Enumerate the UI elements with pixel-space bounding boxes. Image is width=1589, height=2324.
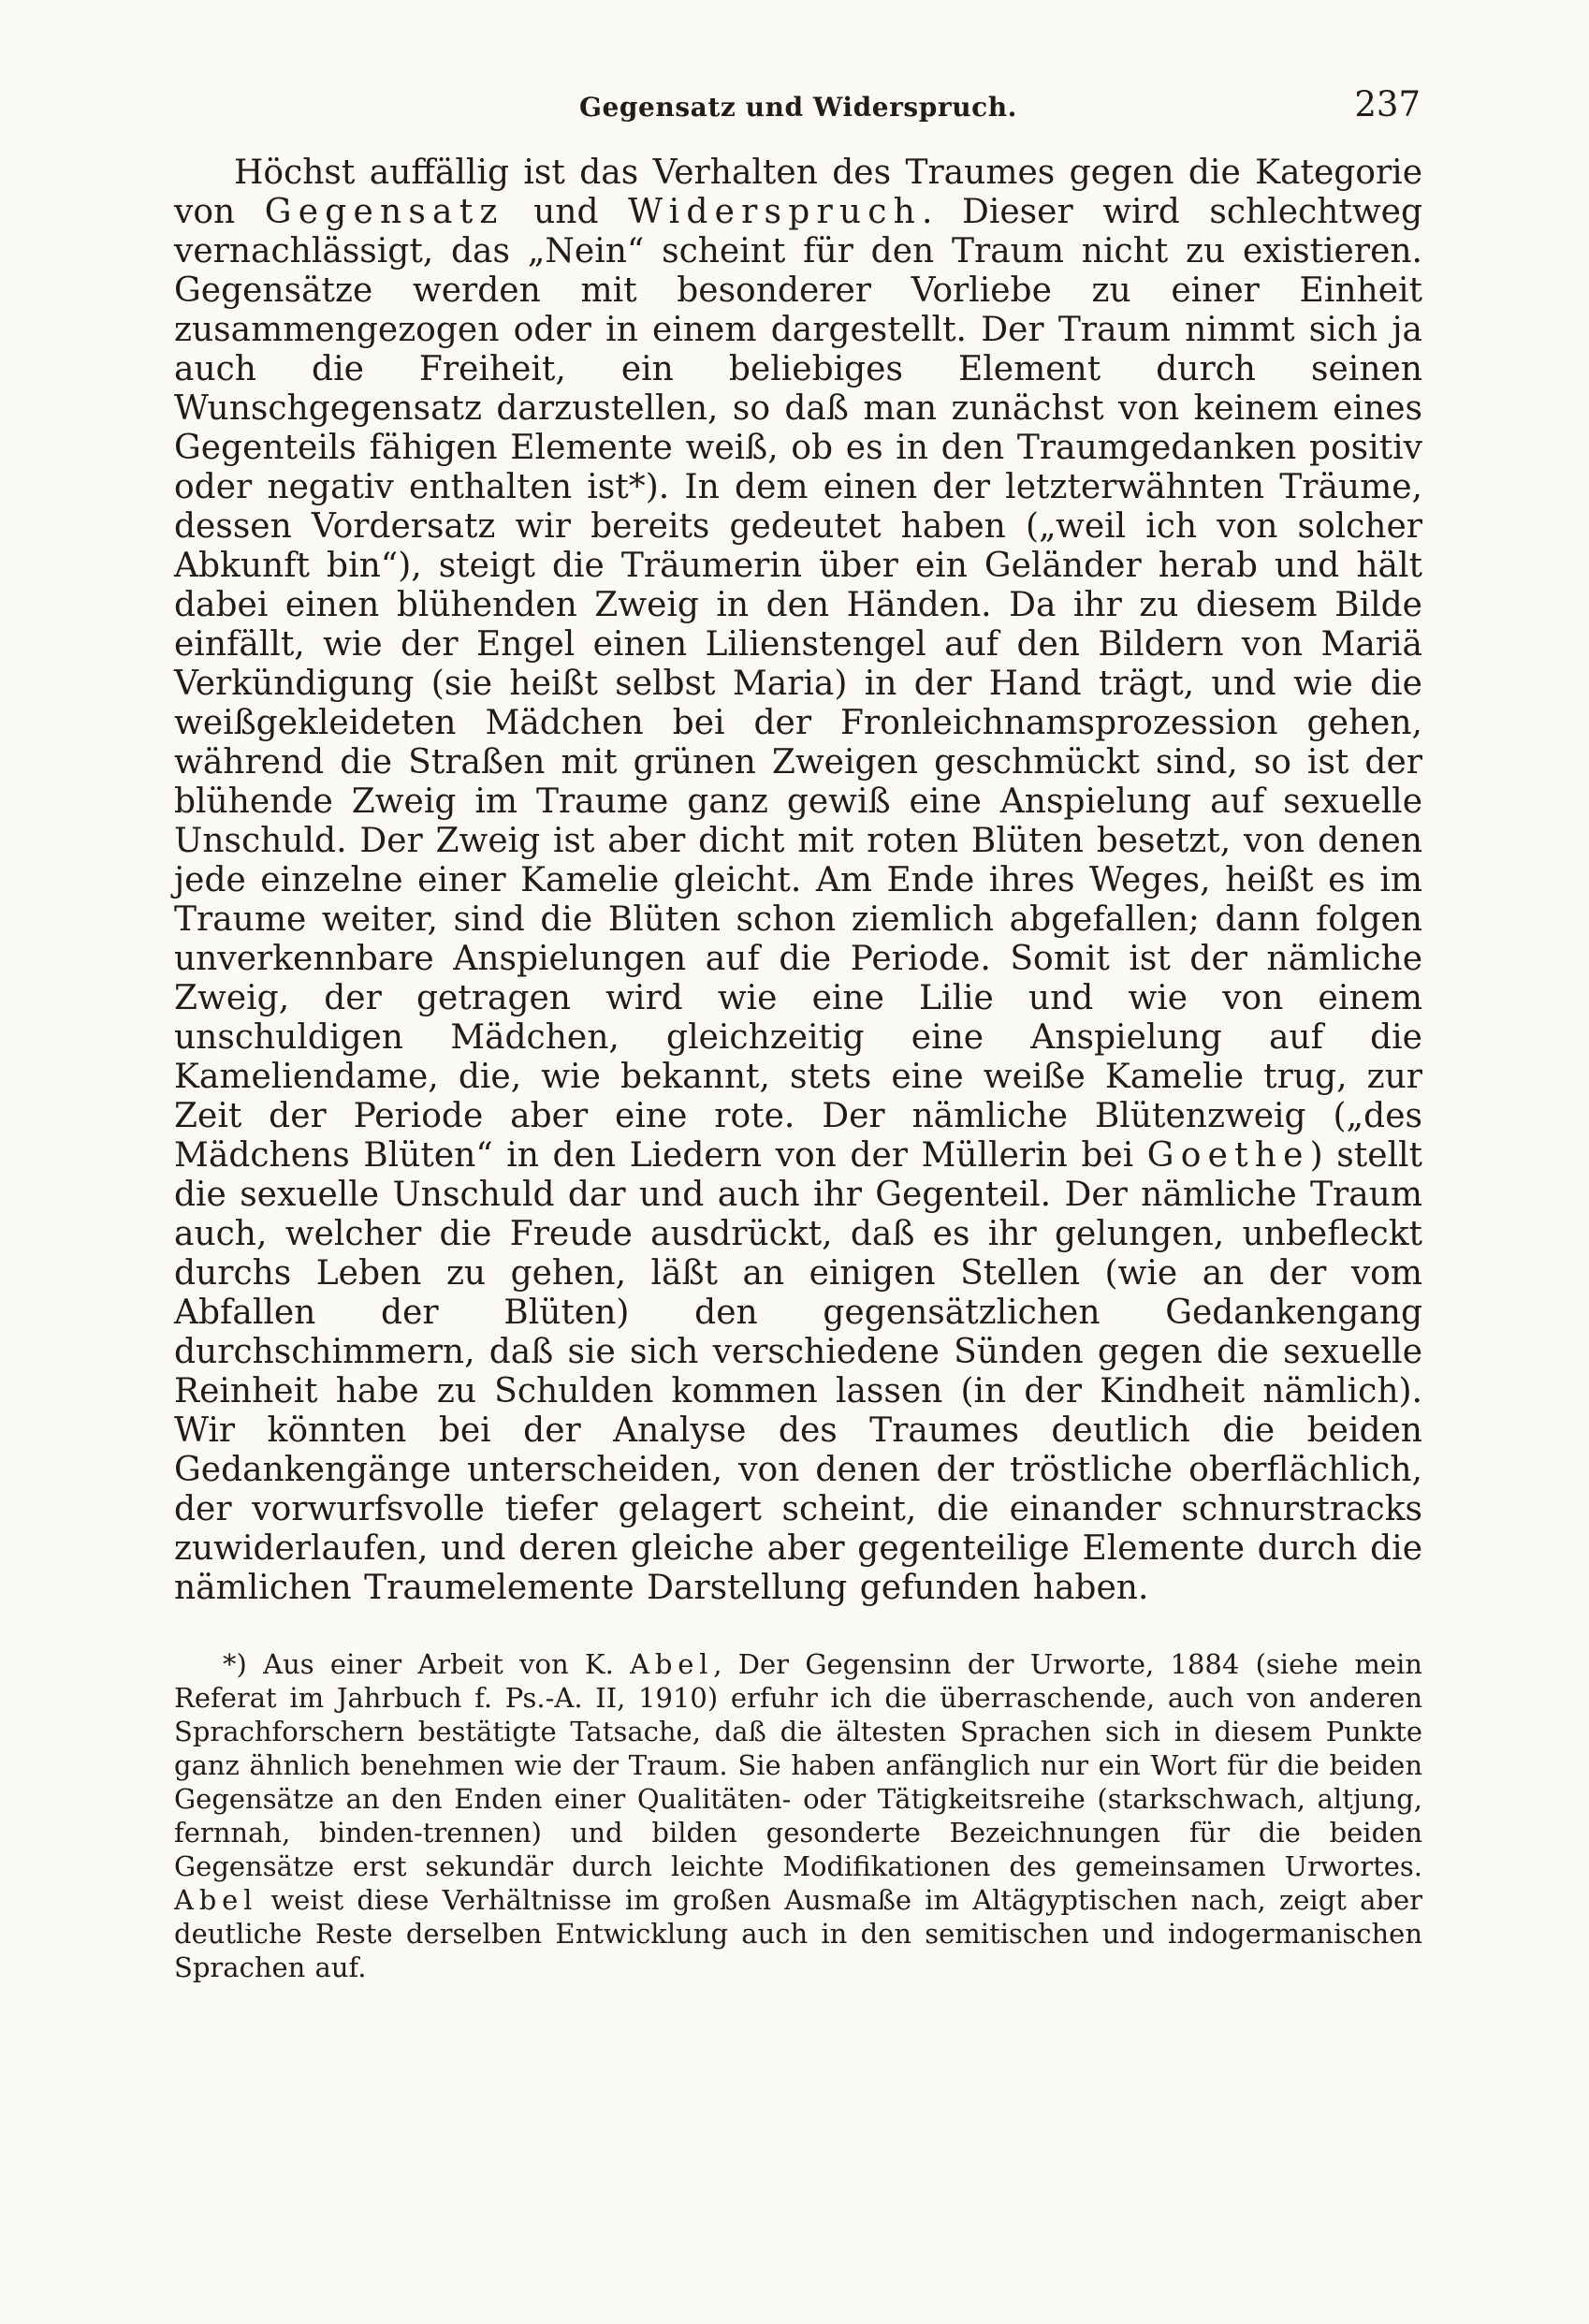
footnote-text-segment: weist diese Verhältnisse im großen Ausmaße im Altägyptischen nach, zeigt aber deutliche Reste derselben Entwicklung auch in den semitischen und indogermanischen Sprachen auf. — [174, 1884, 1422, 1983]
body-text-segment: Höchst auffällig ist das Verhalten des Traumes gegen die Kategorie von — [174, 153, 1422, 231]
page-header — [174, 84, 1422, 133]
running-title: Gegensatz und Widerspruch. — [579, 92, 1017, 123]
footnote-marker: *) — [223, 1648, 247, 1680]
footnote-text-segment: Aus einer Arbeit von K. — [246, 1648, 631, 1680]
body-text-segment: ) stellt die sexuelle Unschuld dar und auch ihr Gegenteil. Der nämliche Traum auch, welcher die Freude ausdrückt, daß es ihr gelungen, unbefleckt durchs Leben zu gehen, läßt an einigen Stellen (wie an der vom Abfallen der Blüten) den gegensätzlichen Gedankengang durchschimmern, daß sie sich verschiedene Sünden gegen die sexuelle Reinheit habe zu Schulden kommen lassen (in der Kindheit nämlich). Wir könnten bei der Analyse des Traumes deutlich die beiden Gedankengänge unterscheiden, von denen der tröstliche oberflächlich, der vorwurfsvolle tiefer gelagert scheint, die einander schnurstracks zuwiderlaufen, und deren gleiche aber gegenteilige Elemente durch die nämlichen Traumelemente Darstellung gefunden haben. — [174, 1136, 1423, 1607]
body-text-segment: . Dieser wird schlechtweg vernachlässigt, das „Nein“ scheint für den Traum nicht zu existieren. Gegensätze werden mit besonderer Vorliebe zu einer Einheit zusammengezogen oder in einem dargestellt. Der Traum nimmt sich ja auch die Freiheit, ein beliebiges Element durch seinen Wunschgegensatz darzustellen, so daß man zunächst von keinem eines Gegenteils fähigen Elemente weiß, ob es in den Traumgedanken positiv oder negativ enthalten ist*). In dem einen der letzterwähnten Träume, dessen Vordersatz wir bereits gedeutet haben („weil ich von solcher Abkunft bin“), steigt die Träumerin über ein Geländer herab und hält dabei einen blühenden Zweig in den Händen. Da ihr zu diesem Bilde einfällt, wie der Engel einen Lilienstengel auf den Bildern von Mariä Verkündigung (sie heißt selbst Maria) in der Hand trägt, und wie die weißgekleideten Mädchen bei der Fronleichnamsprozession gehen, während die Straßen mit grünen Zweigen geschmückt sind, so ist der blühende Zweig im Traume ganz gewiß eine Anspielung auf sexuelle Unschuld. Der Zweig ist aber dicht mit roten Blüten besetzt, von denen jede einzelne einer Kamelie gleicht. Am Ende ihres Weges, heißt es im Traume weiter, sind die Blüten schon ziemlich abgefallen; dann folgen unverkennbare Anspielungen auf die Periode. Somit ist der nämliche Zweig, der getragen wird wie eine Lilie und wie von einem unschuldigen Mädchen, gleichzeitig eine Anspielung auf die Kameliendame, die, wie bekannt, stets eine weiße Kamelie trug, zur Zeit der Periode aber eine rote. Der nämliche Blütenzweig („des Mädchens Blüten“ in den Liedern von der Müllerin bei — [174, 193, 1422, 1175]
emphasized-name-abel: Abel — [630, 1648, 714, 1680]
footnote-block — [174, 1647, 1422, 1984]
footnote-text-segment: , Der Gegensinn der Urworte, 1884 (siehe mein Referat im Jahrbuch f. Ps.-A. II, 1910) erfuhr ich die überraschende, auch von anderen Sprachforschern bestätigte Tatsache, daß die ältesten Sprachen sich in diesem Punkte ganz ähnlich benehmen wie der Traum. Sie haben anfänglich nur ein Wort für die beiden Gegensätze an den Enden einer Qualitäten- oder Tätigkeitsreihe (starkschwach, altjung, fernnah, binden-trennen) und bilden gesonderte Bezeichnungen für die beiden Gegensätze erst sekundär durch leichte Modifikationen des gemeinsamen Urwortes. — [174, 1648, 1422, 1882]
body-text-segment: und — [503, 193, 629, 231]
footnote-paragraph — [174, 1647, 1422, 1984]
emphasized-name-abel: Abel — [174, 1884, 258, 1916]
emphasized-name-goethe: Goethe — [1146, 1136, 1310, 1175]
emphasized-term-widerspruch: Widerspruch — [628, 193, 922, 231]
main-text-block — [174, 153, 1422, 1608]
emphasized-term-gegensatz: Gegensatz — [264, 193, 504, 231]
body-paragraph — [174, 153, 1422, 1608]
page-number: 237 — [1354, 84, 1421, 124]
